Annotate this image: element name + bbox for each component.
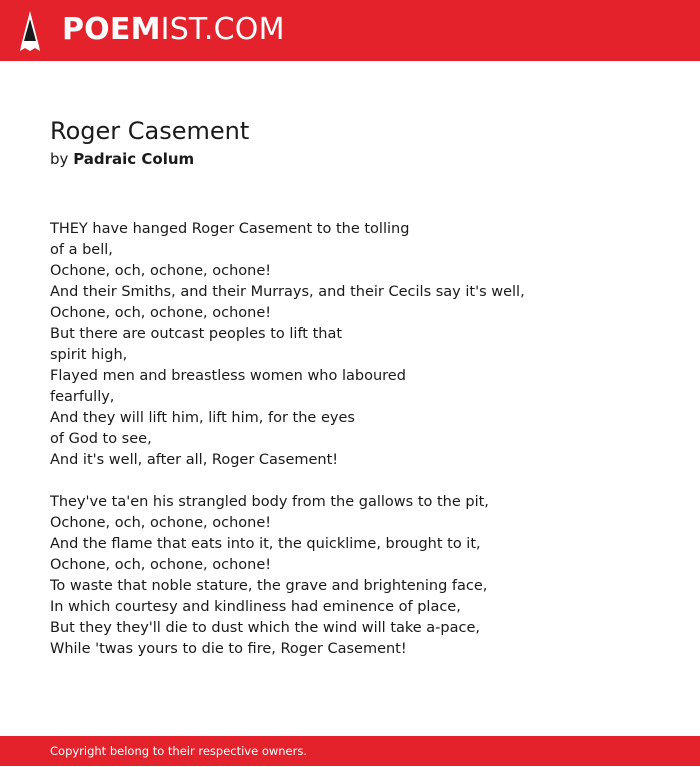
poem-line: Ochone, och, ochone, ochone!: [50, 263, 272, 279]
poem-line: In which courtesy and kindliness had eminence of place,: [50, 599, 461, 615]
site-footer: [0, 736, 700, 766]
stanza-break: [50, 471, 670, 492]
byline: [50, 149, 194, 169]
by-label: by: [50, 150, 69, 168]
brand-name-bold: POEM: [62, 12, 161, 47]
poem-line: of God to see,: [50, 431, 152, 447]
poem-line: of a bell,: [50, 242, 113, 258]
poem-body: [50, 219, 670, 660]
poem-line: They've ta'en his strangled body from the gallows to the pit,: [50, 494, 489, 510]
site-header: [0, 0, 700, 61]
poem-line: Ochone, och, ochone, ochone!: [50, 557, 272, 573]
site-logo-link[interactable]: [62, 12, 285, 48]
poem-line: fearfully,: [50, 389, 115, 405]
poem-line: To waste that noble stature, the grave and brightening face,: [50, 578, 488, 594]
poem-line: THEY have hanged Roger Casement to the tolling: [50, 221, 410, 237]
poem-line: Ochone, och, ochone, ochone!: [50, 305, 272, 321]
poem-line: Ochone, och, ochone, ochone!: [50, 515, 272, 531]
poem-line: spirit high,: [50, 347, 128, 363]
poem-title: Roger Casement: [50, 117, 250, 145]
pencil-icon[interactable]: [18, 10, 42, 52]
poem-line: And it's well, after all, Roger Casement!: [50, 452, 339, 468]
poem-line: And they will lift him, lift him, for the eyes: [50, 410, 355, 426]
poem-line: While 'twas yours to die to fire, Roger Casement!: [50, 641, 407, 657]
brand-name-light: IST.COM: [160, 12, 285, 47]
author-name: Padraic Colum: [73, 150, 195, 168]
copyright-text: Copyright belong to their respective owners.: [50, 744, 308, 758]
poem-line: But there are outcast peoples to lift that: [50, 326, 343, 342]
poem-line: Flayed men and breastless women who laboured: [50, 368, 406, 384]
poem-line: But they they'll die to dust which the wind will take a-pace,: [50, 620, 481, 636]
poem-line: And their Smiths, and their Murrays, and their Cecils say it's well,: [50, 284, 525, 300]
poem-line: And the flame that eats into it, the quicklime, brought to it,: [50, 536, 481, 552]
